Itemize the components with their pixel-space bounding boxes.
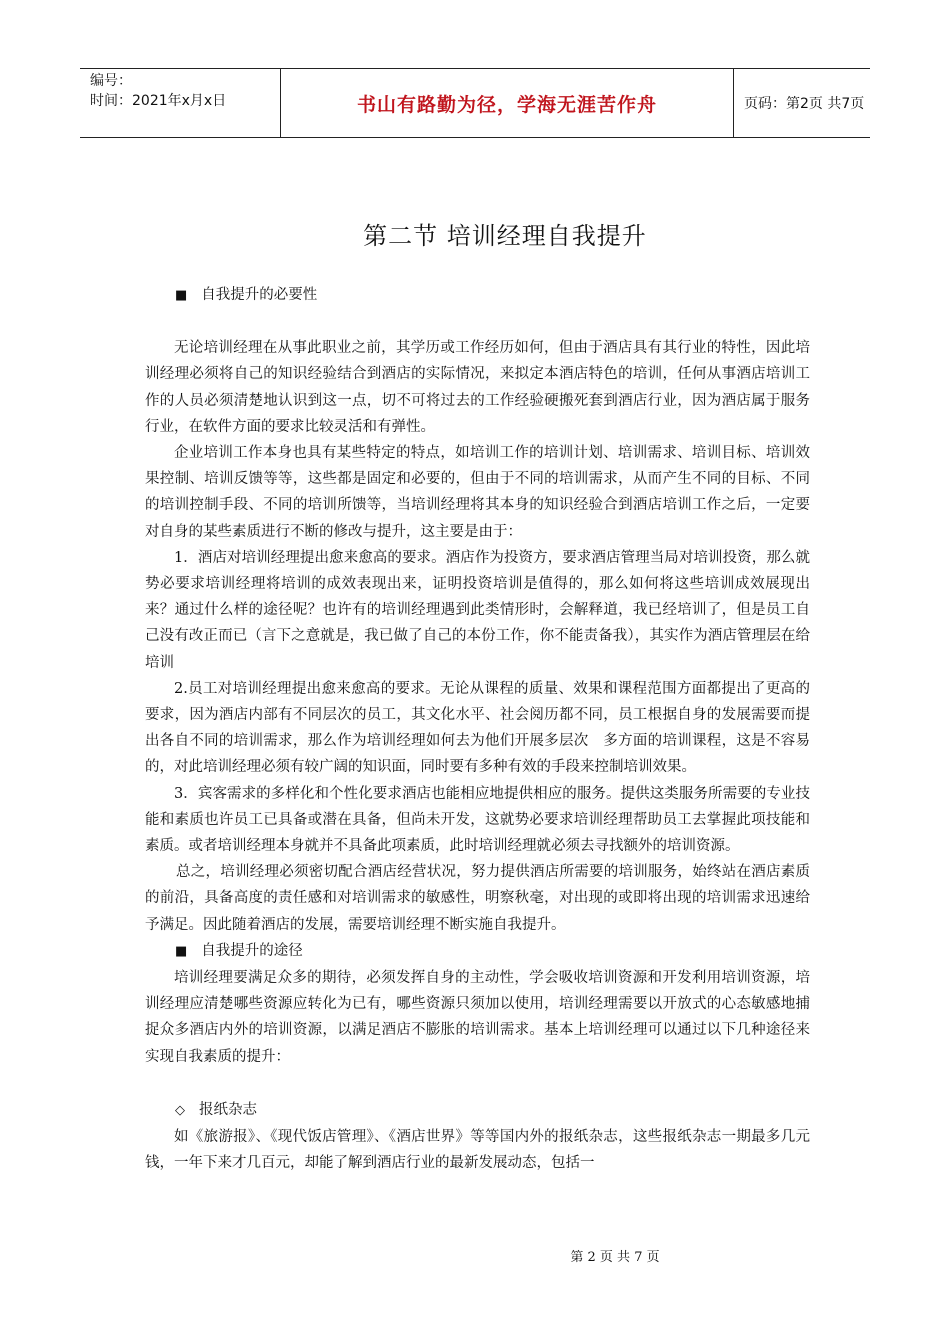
subsection-heading-text: 报纸杂志: [199, 1101, 257, 1118]
section-heading-necessity: [145, 282, 810, 309]
paragraph: 企业培训工作本身也具有某些特定的特点，如培训工作的培训计划、培训需求、培训目标、培训效果控制、培训反馈等等，这些都是固定和必要的，但由于不同的培训需求，从而产生不同的目标、不同的培训控制手段、不同的培训所馈等，当培训经理将其本身的知识经验合到酒店培训工作之后，一定要对自身的某些素质进行不断的修改与提升，这主要是由于：: [145, 445, 810, 540]
spacer: [145, 1070, 810, 1097]
section-heading-text: 自我提升的必要性: [201, 287, 318, 303]
page-footer: 第 2 页 共 7 页: [570, 1250, 660, 1265]
document-body: [145, 282, 810, 1177]
header-number-label: 编号：: [90, 73, 132, 89]
subsection-heading-newspapers: [145, 1097, 810, 1124]
section-heading-text: 自我提升的途径: [201, 942, 303, 959]
spacer: [145, 309, 810, 335]
header-time-label: 时间：2021年x月x日: [90, 93, 227, 109]
paragraph: 2.员工对培训经理提出愈来愈高的要求。无论从课程的质量、效果和课程范围方面都提出了更高的要求，因为酒店内部有不同层次的员工，其文化水平、社会阅历都不同，员工根据自身的发展需要而提出各自不同的培训需求，那么作为培训经理如何去为他们开展多层次 多方面的培训课程，这是不容易的，对此培训经理必须有较广阔的知识面，同时要有多种有效的手段来控制培训效果。: [145, 680, 810, 776]
section-title: 第二节 培训经理自我提升: [363, 222, 647, 250]
paragraph: 1．酒店对培训经理提出愈来愈高的要求。酒店作为投资方，要求酒店管理当局对培训投资，那么就势必要求培训经理将培训的成效表现出来，证明投资培训是值得的，那么如何将这些培训成效展现出来？通过什么样的途径呢？也许有的培训经理遇到此类情形时，会解释道，我已经培训了，但是员工自己没有改正而已（言下之意就是，我已做了自己的本份工作，你不能责备我），其实作为酒店管理层在给培训: [145, 549, 810, 671]
square-bullet-icon: ■: [175, 288, 188, 303]
paragraph: 总之，培训经理必须密切配合酒店经营状况，努力提供酒店所需要的培训服务，始终站在酒店素质的前沿，具备高度的责任感和对培训需求的敏感性，明察秋毫，对出现的或即将出现的培训需求迅速给予满足。因此随着酒店的发展，需要培训经理不断实施自我提升。: [145, 864, 810, 933]
section-heading-approaches: [145, 938, 810, 965]
paragraph: 无论培训经理在从事此职业之前，其学历或工作经历如何，但由于酒店具有其行业的特性，因此培训经理必须将自己的知识经验结合到酒店的实际情况，来拟定本酒店特色的培训，任何从事酒店培训工作的人员必须清楚地认识到这一点，切不可将过去的工作经验硬搬死套到酒店行业，因为酒店属于服务行业，在软件方面的要求比较灵活和有弹性。: [145, 340, 810, 435]
header-page-cell: [734, 69, 870, 137]
header-meta-cell: [80, 69, 280, 137]
header-motto-cell: [280, 69, 734, 137]
diamond-bullet-icon: ◇: [175, 1102, 185, 1118]
header-page-info: 页码：第2页 共7页: [744, 96, 865, 112]
paragraph: 3．宾客需求的多样化和个性化要求酒店也能相应地提供相应的服务。提供这类服务所需要的专业技能和素质也许员工已具备或潜在具备，但尚未开发，这就势必要求培训经理帮助员工去掌握此项技能和素质。或者培训经理本身就并不具备此项素质，此时培训经理就必须去寻找额外的培训资源。: [145, 785, 810, 855]
header-motto: 书山有路勤为径，学海无涯苦作舟: [356, 93, 657, 116]
square-bullet-icon: ■: [175, 943, 188, 959]
paragraph: 如《旅游报》、《现代饭店管理》、《酒店世界》等等国内外的报纸杂志，这些报纸杂志一期最多几元钱，一年下来才几百元，却能了解到酒店行业的最新发展动态，包括一: [145, 1129, 810, 1172]
document-header: [80, 68, 870, 138]
paragraph: 培训经理要满足众多的期待，必须发挥自身的主动性，学会吸收培训资源和开发利用培训资源，培训经理应清楚哪些资源应转化为已有，哪些资源只须加以使用，培训经理需要以开放式的心态敏感地捕捉众多酒店内外的培训资源，以满足酒店不膨胀的培训需求。基本上培训经理可以通过以下几种途径来实现自我素质的提升：: [145, 970, 810, 1065]
